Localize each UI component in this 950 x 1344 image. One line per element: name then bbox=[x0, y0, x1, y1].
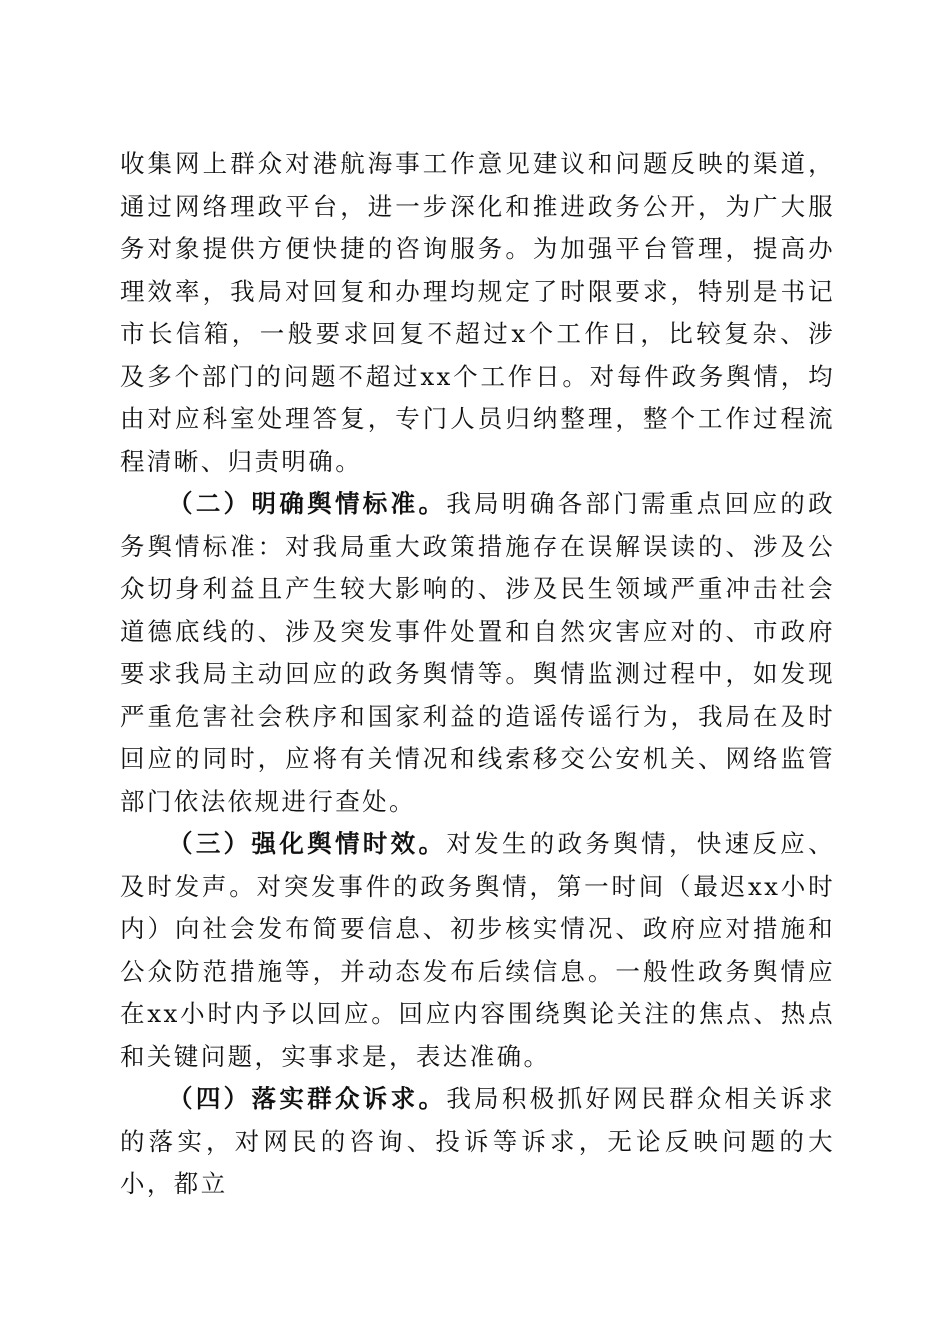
paragraph-section-3 bbox=[120, 823, 835, 1078]
paragraph-section-2 bbox=[120, 483, 835, 823]
section-heading: （二）明确舆情标准。 bbox=[168, 489, 447, 518]
paragraph-section-4 bbox=[120, 1078, 835, 1206]
section-heading: （三）强化舆情时效。 bbox=[168, 829, 447, 858]
paragraph-text: 收集网上群众对港航海事工作意见建议和问题反映的渠道，通过网络理政平台，进一步深化和推进政务公开，为广大服务对象提供方便快捷的咨询服务。为加强平台管理，提高办理效率，我局对回复和办理均规定了时限要求，特别是书记市长信箱，一般要求回复不超过x个工作日，比较复杂、涉及多个部门的问题不超过xx个工作日。对每件政务舆情，均由对应科室处理答复，专门人员归纳整理，整个工作过程流程清晰、归责明确。 bbox=[120, 149, 835, 476]
section-heading: （四）落实群众诉求。 bbox=[168, 1084, 447, 1113]
paragraph-text: 我局积极抓好网民群众相关诉求的落实，对网民的咨询、投诉等诉求，无论反映问题的大小，都立 bbox=[120, 1084, 836, 1198]
paragraph-intro-continued bbox=[120, 143, 835, 483]
document-body bbox=[120, 143, 835, 1206]
paragraph-text: 对发生的政务舆情，快速反应、及时发声。对突发事件的政务舆情，第一时间（最迟xx小时内）向社会发布简要信息、初步核实情况、政府应对措施和公众防范措施等，并动态发布后续信息。一般性政务舆情应在xx小时内予以回应。回应内容围绕舆论关注的焦点、热点和关键问题，实事求是，表达准确。 bbox=[120, 829, 836, 1071]
paragraph-text: 我局明确各部门需重点回应的政务舆情标准：对我局重大政策措施存在误解误读的、涉及公众切身利益且产生较大影响的、涉及民生领域严重冲击社会道德底线的、涉及突发事件处置和自然灾害应对的、市政府要求我局主动回应的政务舆情等。舆情监测过程中，如发现严重危害社会秩序和国家利益的造谣传谣行为，我局在及时回应的同时，应将有关情况和线索移交公安机关、网络监管部门依法依规进行查处。 bbox=[120, 489, 836, 816]
